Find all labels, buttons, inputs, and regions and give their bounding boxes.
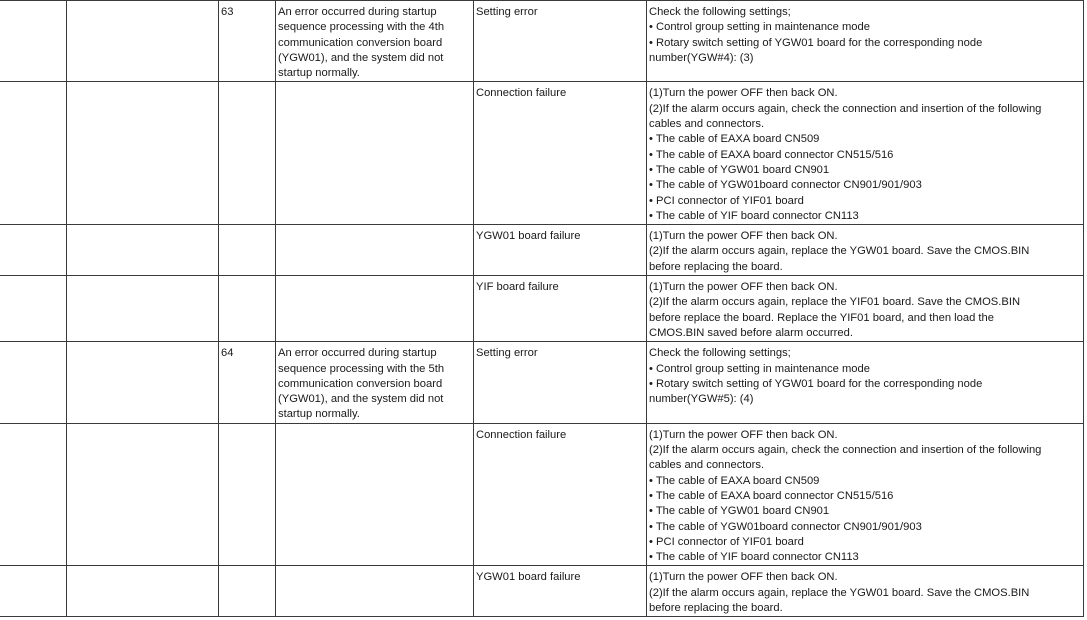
alarm-description (276, 276, 474, 342)
alarm-cause: YGW01 board failure (474, 566, 647, 617)
blank-cell (67, 276, 219, 342)
table-row (0, 423, 1084, 566)
alarm-cause: Setting error (474, 342, 647, 423)
alarm-description (276, 423, 474, 566)
alarm-code (219, 566, 276, 617)
alarm-code (219, 225, 276, 276)
remedy-line: CMOS.BIN saved before alarm occurred. (649, 326, 853, 339)
remedy-line: cables and connectors. (649, 118, 765, 131)
alarm-remedy (647, 225, 1084, 276)
remedy-line: number(YGW#5): (4) (649, 393, 754, 406)
alarm-code (219, 276, 276, 342)
remedy-line: • The cable of EAXA board CN509 (649, 133, 820, 146)
blank-cell (0, 1, 67, 82)
remedy-line: • The cable of EAXA board connector CN515/516 (649, 148, 894, 161)
alarm-description: An error occurred during startup sequence processing with the 4th communication conversion board (YGW01), and the system did not startup normally. (276, 1, 474, 82)
alarm-cause: YIF board failure (474, 276, 647, 342)
remedy-line: (1)Turn the power OFF then back ON. (649, 87, 838, 100)
remedy-line: (1)Turn the power OFF then back ON. (649, 281, 838, 294)
alarm-remedy (647, 423, 1084, 566)
remedy-line: • The cable of EAXA board CN509 (649, 474, 820, 487)
remedy-line: (1)Turn the power OFF then back ON. (649, 571, 838, 584)
remedy-line: number(YGW#4): (3) (649, 51, 754, 64)
remedy-line: • PCI connector of YIF01 board (649, 535, 804, 548)
blank-cell (0, 276, 67, 342)
blank-cell (67, 342, 219, 423)
alarm-code (219, 82, 276, 225)
remedy-line: Check the following settings; (649, 6, 791, 18)
remedy-line: • The cable of YIF board connector CN113 (649, 209, 859, 222)
remedy-line: (2)If the alarm occurs again, check the connection and insertion of the following (649, 444, 1042, 457)
alarm-remedy (647, 276, 1084, 342)
remedy-line: (2)If the alarm occurs again, replace the YGW01 board. Save the CMOS.BIN (649, 586, 1030, 599)
alarm-cause: Setting error (474, 1, 647, 82)
blank-cell (67, 225, 219, 276)
alarm-remedy (647, 342, 1084, 423)
blank-cell (67, 423, 219, 566)
remedy-line: • The cable of YGW01board connector CN901/901/903 (649, 520, 922, 533)
remedy-line: before replacing the board. (649, 601, 783, 614)
alarm-description (276, 225, 474, 276)
blank-cell (0, 225, 67, 276)
alarm-cause: Connection failure (474, 423, 647, 566)
alarm-code: 64 (219, 342, 276, 423)
remedy-line: Check the following settings; (649, 347, 791, 360)
blank-cell (0, 566, 67, 617)
alarm-cause: YGW01 board failure (474, 225, 647, 276)
remedy-line: • The cable of YIF board connector CN113 (649, 551, 859, 564)
blank-cell (67, 82, 219, 225)
remedy-line: before replace the board. Replace the YIF01 board, and then load the (649, 311, 994, 324)
blank-cell (0, 423, 67, 566)
table-row (0, 566, 1084, 617)
remedy-line: • The cable of YGW01 board CN901 (649, 163, 830, 176)
alarm-description (276, 82, 474, 225)
remedy-line: cables and connectors. (649, 459, 765, 472)
alarm-remedy (647, 1, 1084, 82)
alarm-description: An error occurred during startup sequence processing with the 5th communication conversion board (YGW01), and the system did not startup normally. (276, 342, 474, 423)
remedy-line: before replacing the board. (649, 260, 783, 273)
blank-cell (67, 1, 219, 82)
table-row (0, 225, 1084, 276)
remedy-line: (2)If the alarm occurs again, replace the YIF01 board. Save the CMOS.BIN (649, 296, 1021, 309)
remedy-line: (2)If the alarm occurs again, check the connection and insertion of the following (649, 102, 1042, 115)
remedy-line: • Rotary switch setting of YGW01 board for the corresponding node (649, 36, 983, 49)
remedy-line: • Control group setting in maintenance mode (649, 21, 870, 34)
alarm-remedy (647, 566, 1084, 617)
table-row (0, 82, 1084, 225)
alarm-code (219, 423, 276, 566)
table-row (0, 342, 1084, 423)
remedy-line: (1)Turn the power OFF then back ON. (649, 230, 838, 243)
remedy-line: • The cable of EAXA board connector CN515/516 (649, 489, 894, 502)
alarm-code: 63 (219, 1, 276, 82)
table-row (0, 276, 1084, 342)
remedy-line: • Control group setting in maintenance mode (649, 362, 870, 375)
remedy-line: • PCI connector of YIF01 board (649, 194, 804, 207)
blank-cell (0, 82, 67, 225)
remedy-line: • The cable of YGW01 board CN901 (649, 505, 830, 518)
blank-cell (67, 566, 219, 617)
remedy-line: • Rotary switch setting of YGW01 board for the corresponding node (649, 377, 983, 390)
alarm-remedy (647, 82, 1084, 225)
remedy-line: (1)Turn the power OFF then back ON. (649, 428, 838, 441)
alarm-description (276, 566, 474, 617)
blank-cell (0, 342, 67, 423)
alarm-cause: Connection failure (474, 82, 647, 225)
remedy-line: (2)If the alarm occurs again, replace the YGW01 board. Save the CMOS.BIN (649, 245, 1030, 258)
table-row (0, 1, 1084, 82)
remedy-line: • The cable of YGW01board connector CN901/901/903 (649, 179, 922, 192)
